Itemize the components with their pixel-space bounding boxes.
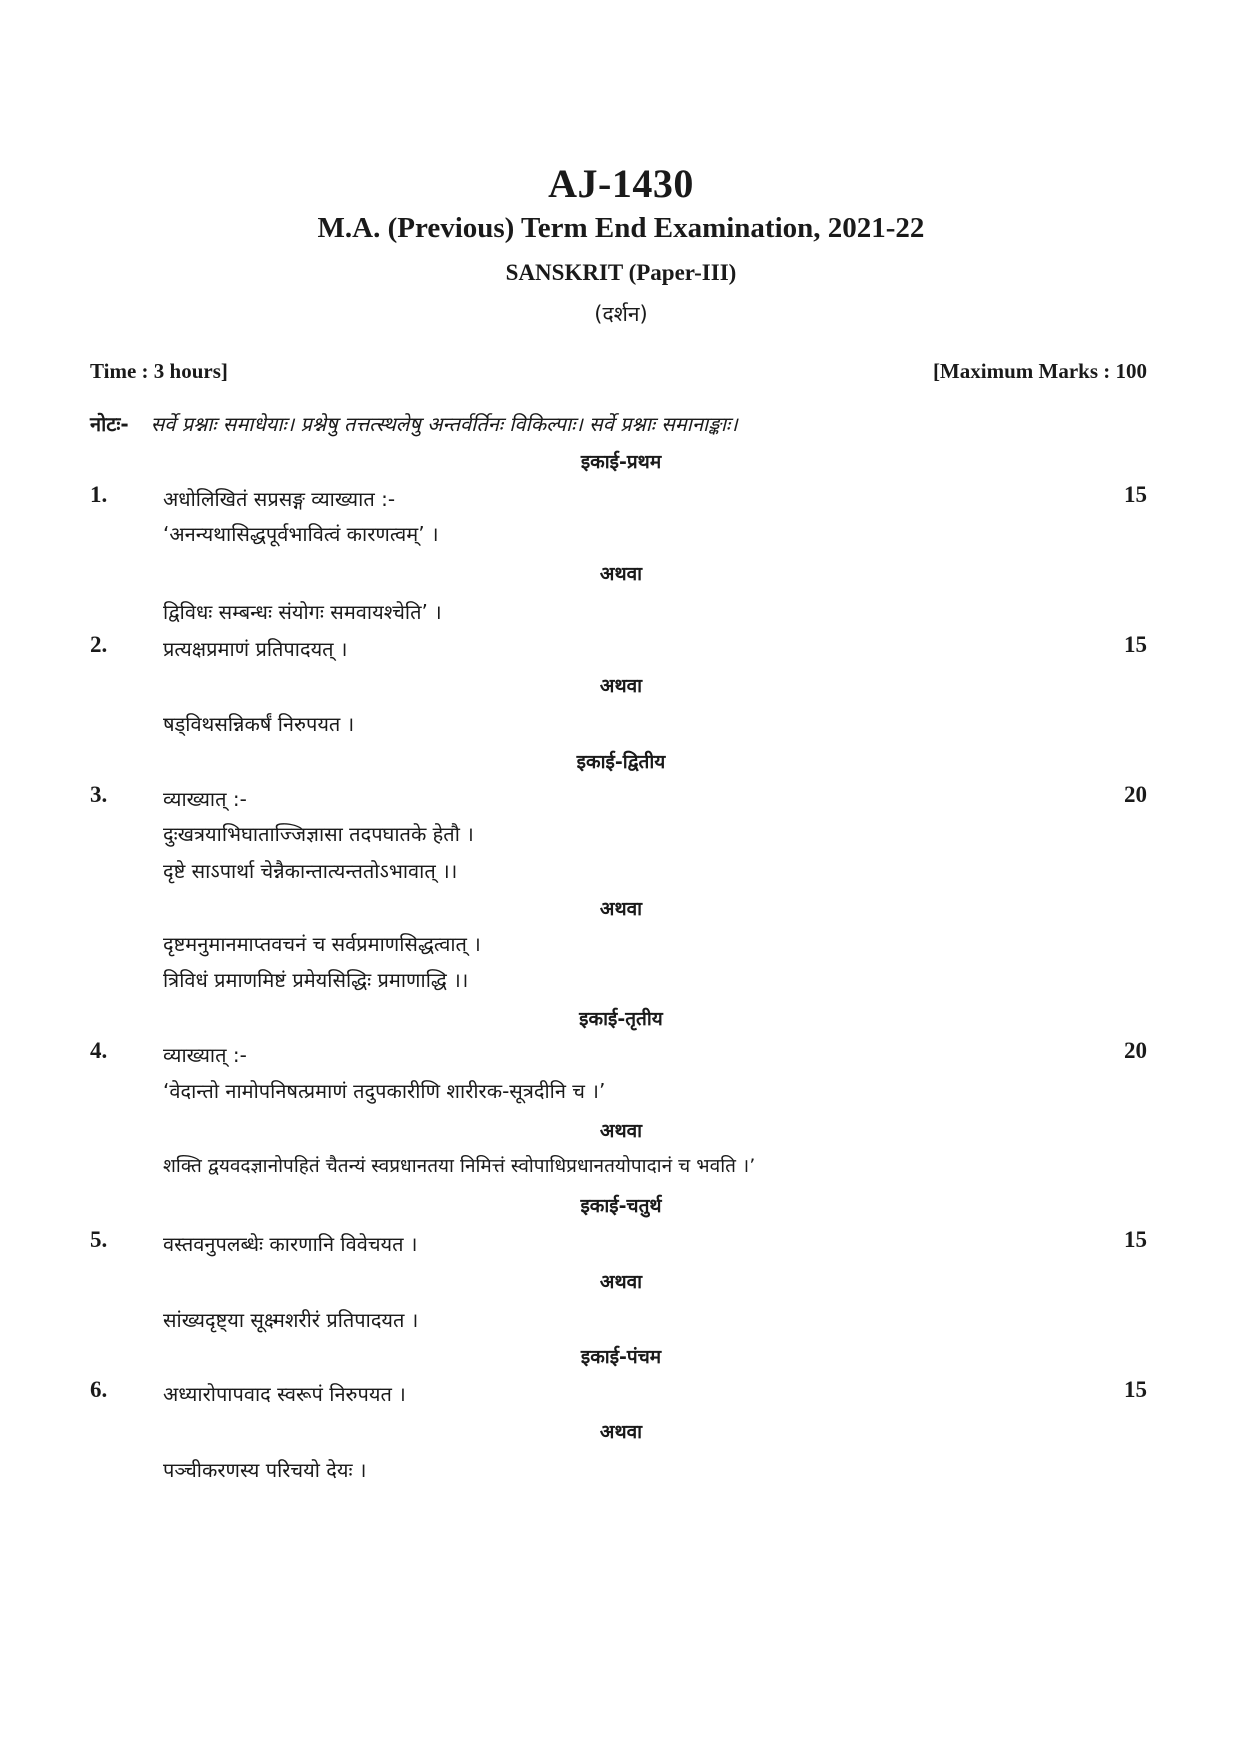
question-number: 2.: [90, 632, 108, 657]
unit-heading: इकाई-पंचम: [580, 1346, 662, 1368]
or-label: अथवा: [599, 1271, 643, 1293]
question-number: 5.: [90, 1227, 108, 1252]
question-number: 6.: [90, 1377, 108, 1402]
alternative-text: त्रिविधं प्रमाणमिष्टं प्रमेयसिद्धिः प्रमाणाद्धि ।।: [163, 968, 469, 992]
alternative-text: द्विविधः सम्बन्धः संयोगः समवायश्चेति’ ।: [163, 600, 442, 624]
unit-heading: इकाई-तृतीय: [579, 1008, 663, 1030]
question-marks: 15: [1124, 1377, 1147, 1402]
or-label: अथवा: [599, 563, 643, 585]
question-text: दृष्टे साऽपार्था चेन्नैकान्तात्यन्ततोऽभावात् ।।: [163, 859, 458, 883]
question-text: व्याख्यात् :-: [163, 1043, 247, 1067]
question-text: ‘अनन्यथासिद्धपूर्वभावित्वं कारणत्वम्’ ।: [163, 522, 439, 546]
alternative-text: पञ्चीकरणस्य परिचयो देयः ।: [163, 1458, 367, 1482]
question-text: अध्यारोपापवाद स्वरूपं निरुपयत ।: [163, 1382, 406, 1406]
or-label: अथवा: [599, 675, 643, 697]
question-text: दुःखत्रयाभिघाताज्जिज्ञासा तदपघातके हेतौ ।: [163, 822, 474, 846]
instructions-note: [90, 410, 1150, 437]
time-allowed: Time : 3 hours]: [90, 359, 228, 383]
maximum-marks: [Maximum Marks : 100: [932, 359, 1147, 383]
question-text: व्याख्यात् :-: [163, 787, 247, 811]
subject-hindi: (दर्शन): [594, 302, 648, 326]
question-number: 3.: [90, 782, 108, 807]
note-label: नोटः-: [90, 412, 129, 436]
note-text: सर्वे प्रश्नाः समाधेयाः। प्रश्नेषु तत्तत्स्थलेषु अन्तर्वर्तिनः विकिल्पाः। सर्वे प्रश्नाः समानाङ्काः।: [150, 412, 738, 436]
exam-title: M.A. (Previous) Term End Examination, 2021-22: [317, 212, 925, 244]
question-text: ‘वेदान्तो नामोपनिषत्प्रमाणं तदुपकारीणि शारीरक-सूत्रदीनि च ।’: [163, 1079, 606, 1103]
question-marks: 20: [1124, 1038, 1147, 1063]
alternative-text: सांख्यदृष्ट्या सूक्ष्मशरीरं प्रतिपादयत ।: [163, 1308, 419, 1332]
question-number: 4.: [90, 1038, 108, 1063]
question-number: 1.: [90, 482, 108, 507]
or-label: अथवा: [599, 898, 643, 920]
question-text: अधोलिखितं सप्रसङ्ग व्याख्यात :-: [163, 487, 396, 511]
question-marks: 15: [1124, 1227, 1147, 1252]
question-text: वस्तवनुपलब्धेः कारणानि विवेचयत ।: [163, 1232, 418, 1256]
alternative-text: शक्ति द्वयवदज्ञानोपहितं चैतन्यं स्वप्रधानतया निमित्तं स्वोपाधिप्रधानतयोपादानं च भवति ।’: [163, 1155, 756, 1177]
or-label: अथवा: [599, 1421, 643, 1443]
alternative-text: षड्विथसन्निकर्षं निरुपयत ।: [163, 712, 355, 736]
or-label: अथवा: [599, 1120, 643, 1142]
unit-heading: इकाई-द्वितीय: [576, 751, 666, 773]
question-marks: 15: [1124, 482, 1147, 507]
subject-title: SANSKRIT (Paper-III): [505, 260, 737, 285]
unit-heading: इकाई-चतुर्थ: [580, 1195, 662, 1217]
question-marks: 15: [1124, 632, 1147, 657]
paper-code: AJ-1430: [548, 161, 694, 206]
alternative-text: दृष्टमनुमानमाप्तवचनं च सर्वप्रमाणसिद्धत्वात् ।: [163, 932, 481, 956]
question-marks: 20: [1124, 782, 1147, 807]
unit-heading: इकाई-प्रथम: [580, 451, 662, 473]
question-text: प्रत्यक्षप्रमाणं प्रतिपादयत् ।: [163, 637, 348, 661]
